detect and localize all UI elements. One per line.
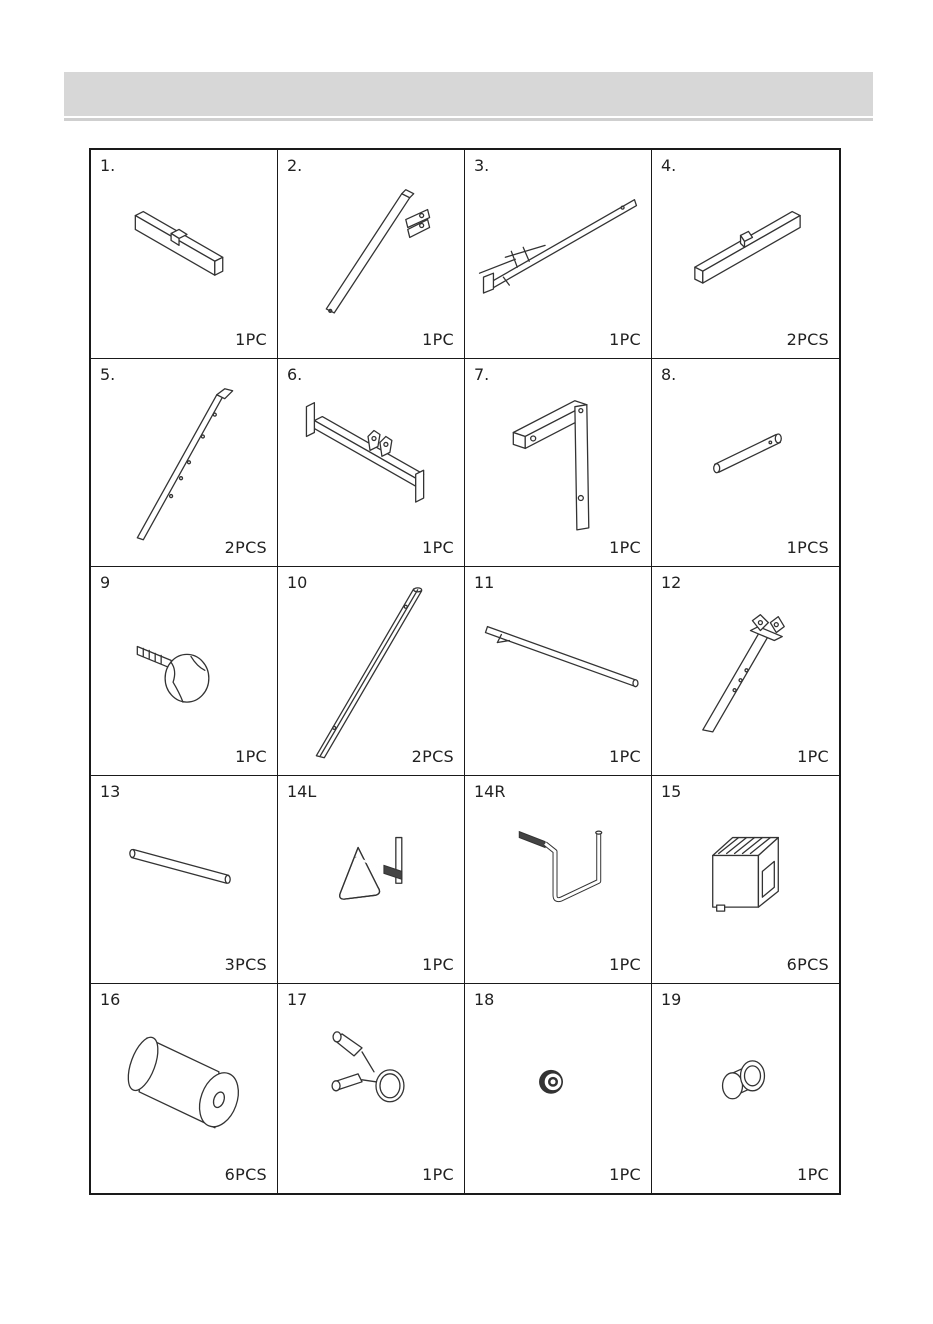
part-quantity: 1PC bbox=[609, 746, 641, 766]
part-cell bbox=[465, 984, 652, 1193]
part-quantity: 1PC bbox=[609, 955, 641, 975]
part-cell bbox=[278, 984, 465, 1193]
part-quantity: 1PCS bbox=[786, 538, 829, 558]
part-quantity: 1PC bbox=[235, 329, 267, 349]
part-quantity: 1PC bbox=[422, 538, 454, 558]
part-number: 3. bbox=[474, 156, 490, 175]
part-cell bbox=[278, 567, 465, 776]
part-number: 19 bbox=[661, 990, 682, 1010]
part-cell bbox=[465, 150, 652, 359]
knob-bolt-icon bbox=[91, 567, 277, 775]
part-quantity: 1PC bbox=[797, 1165, 829, 1184]
part-quantity: 2PCS bbox=[786, 329, 829, 349]
part-quantity: 1PC bbox=[422, 1165, 454, 1184]
part-number: 12 bbox=[661, 573, 682, 593]
square-tube-with-tab-icon bbox=[652, 150, 839, 358]
part-quantity: 6PCS bbox=[786, 955, 829, 975]
part-cell bbox=[465, 776, 652, 985]
round-end-cap-icon bbox=[652, 984, 839, 1193]
part-cell bbox=[465, 567, 652, 776]
part-quantity: 1PC bbox=[235, 746, 267, 766]
part-cell bbox=[91, 150, 278, 359]
part-number: 6. bbox=[287, 364, 303, 384]
part-quantity: 1PC bbox=[422, 955, 454, 975]
long-frame-bar-icon bbox=[465, 150, 651, 358]
part-quantity: 2PCS bbox=[411, 746, 454, 766]
spring-pin-clip-icon bbox=[278, 984, 464, 1193]
square-tube-with-tab-icon bbox=[91, 150, 277, 358]
part-quantity: 1PC bbox=[422, 329, 454, 349]
square-end-cap-icon bbox=[652, 776, 839, 984]
post-with-bracket-icon bbox=[652, 567, 839, 775]
l-frame-tube-icon bbox=[465, 359, 651, 567]
part-number: 18 bbox=[474, 990, 495, 1010]
short-rod-icon bbox=[91, 776, 277, 984]
foam-roller-icon bbox=[91, 984, 277, 1193]
bushing-icon bbox=[465, 984, 651, 1193]
part-number: 15 bbox=[661, 781, 682, 801]
part-cell bbox=[465, 359, 652, 568]
long-rail-icon bbox=[278, 567, 464, 775]
part-quantity: 1PC bbox=[609, 329, 641, 349]
part-cell bbox=[278, 776, 465, 985]
part-quantity: 3PCS bbox=[224, 955, 267, 975]
long-rail-icon bbox=[91, 359, 277, 567]
part-cell bbox=[278, 359, 465, 568]
part-quantity: 2PCS bbox=[224, 538, 267, 558]
part-cell bbox=[652, 359, 839, 568]
part-cell bbox=[91, 776, 278, 985]
part-cell bbox=[652, 776, 839, 985]
part-number: 2. bbox=[287, 156, 303, 175]
part-quantity: 1PC bbox=[797, 746, 829, 766]
part-number: 7. bbox=[474, 364, 490, 384]
part-quantity: 1PC bbox=[609, 1165, 641, 1184]
part-number: 1. bbox=[100, 156, 116, 175]
cross-member-with-plates-icon bbox=[278, 359, 464, 567]
part-number: 10 bbox=[287, 573, 308, 593]
part-cell bbox=[91, 567, 278, 776]
right-crank-handle-icon bbox=[465, 776, 651, 984]
part-number: 8. bbox=[661, 364, 677, 384]
long-rod-icon bbox=[465, 567, 651, 775]
short-tube-icon bbox=[652, 359, 839, 567]
part-cell bbox=[652, 567, 839, 776]
part-number: 5. bbox=[100, 364, 116, 384]
part-number: 9 bbox=[100, 573, 111, 593]
part-cell bbox=[278, 150, 465, 359]
part-cell bbox=[91, 984, 278, 1193]
part-cell bbox=[652, 150, 839, 359]
part-number: 11 bbox=[474, 573, 495, 593]
angled-post-with-bracket-icon bbox=[278, 150, 464, 358]
header-rule bbox=[64, 118, 873, 121]
part-number: 17 bbox=[287, 990, 308, 1010]
header-bar bbox=[64, 72, 873, 116]
part-quantity: 1PC bbox=[609, 538, 641, 558]
part-cell bbox=[652, 984, 839, 1193]
part-quantity: 6PCS bbox=[224, 1165, 267, 1184]
left-crank-handle-icon bbox=[278, 776, 464, 984]
part-number: 4. bbox=[661, 156, 677, 175]
part-number: 16 bbox=[100, 990, 121, 1010]
part-number: 13 bbox=[100, 781, 121, 801]
part-cell bbox=[91, 359, 278, 568]
parts-grid bbox=[89, 148, 841, 1195]
part-number: 14L bbox=[287, 781, 317, 801]
part-number: 14R bbox=[474, 781, 506, 801]
